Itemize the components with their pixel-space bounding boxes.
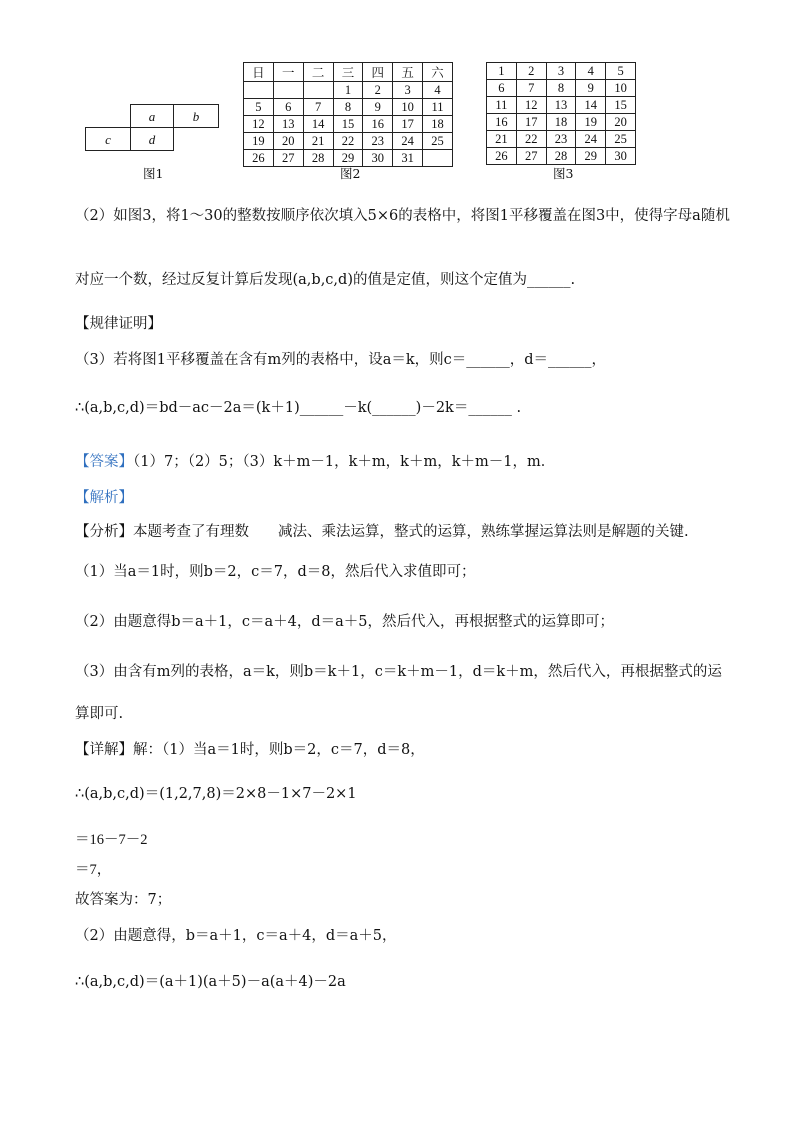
calendar-cell: 22 xyxy=(333,133,363,150)
question-2-line-2: 对应一个数，经过反复计算后发现(a,b,c,d)的值是定值，则这个定值为______. xyxy=(75,272,576,288)
answer-body: （1）7；（2）5；（3）k＋m－1，k＋m，k＋m，k＋m－1，m． xyxy=(133,454,556,470)
fig1-caption: 图1 xyxy=(143,166,164,181)
grid-cell: 30 xyxy=(606,148,636,165)
calendar-cell: 1 xyxy=(333,82,363,99)
calendar-cell: 27 xyxy=(273,150,303,167)
calendar-cell: 20 xyxy=(273,133,303,150)
calendar-cell: 31 xyxy=(393,150,423,167)
fig2-caption: 图2 xyxy=(340,166,361,181)
calendar-cell: 9 xyxy=(363,99,393,116)
detail-line-3: ＝16－7－2 xyxy=(75,832,148,848)
calendar-table xyxy=(243,62,453,167)
fig1-cell-c: c xyxy=(85,127,131,151)
calendar-header-cell: 六 xyxy=(423,63,453,82)
calendar-cell: 26 xyxy=(244,150,274,167)
analysis-step-2: （2）由题意得b＝a＋1，c＝a＋4，d＝a＋5，然后代入，再根据整式的运算即可； xyxy=(75,614,615,630)
grid-cell: 2 xyxy=(516,63,546,80)
grid-cell: 6 xyxy=(487,80,517,97)
calendar-cell: 24 xyxy=(393,133,423,150)
answer-line xyxy=(75,452,555,472)
calendar-cell xyxy=(244,82,274,99)
grid-cell: 5 xyxy=(606,63,636,80)
grid-cell: 3 xyxy=(546,63,576,80)
calendar-cell: 12 xyxy=(244,116,274,133)
proof-heading: 【规律证明】 xyxy=(75,316,162,332)
grid-row xyxy=(487,114,636,131)
calendar-row xyxy=(244,99,453,116)
calendar-cell: 5 xyxy=(244,99,274,116)
analysis-step-3-line-1: （3）由含有m列的表格，a＝k，则b＝k＋1，c＝k＋m－1，d＝k＋m，然后代入，再根据整式的运 xyxy=(75,664,722,680)
calendar-cell: 4 xyxy=(423,82,453,99)
calendar-cell: 29 xyxy=(333,150,363,167)
grid-cell: 8 xyxy=(546,80,576,97)
calendar-cell: 2 xyxy=(363,82,393,99)
grid-cell: 4 xyxy=(576,63,606,80)
question-3: （3）若将图1平移覆盖在含有m列的表格中，设a＝k，则c＝______，d＝______， xyxy=(75,352,607,368)
analysis-summary: 【分析】本题考查了有理数 减法、乘法运算，整式的运算，熟练掌握运算法则是解题的关键. xyxy=(75,524,689,540)
grid-cell: 17 xyxy=(516,114,546,131)
number-grid-table xyxy=(486,62,636,165)
detail-line-6: （2）由题意得，b＝a＋1，c＝a＋4，d＝a＋5， xyxy=(75,928,397,944)
grid-cell: 15 xyxy=(606,97,636,114)
grid-cell: 10 xyxy=(606,80,636,97)
calendar-cell: 13 xyxy=(273,116,303,133)
detail-line-7: ∴(a,b,c,d)＝(a＋1)(a＋5)－a(a＋4)－2a xyxy=(75,974,346,990)
question-2-line-1: （2）如图3，将1～30的整数按顺序依次填入5×6的表格中，将图1平移覆盖在图3中，使得字母a随机 xyxy=(75,208,730,224)
calendar-cell: 30 xyxy=(363,150,393,167)
calendar-cell: 3 xyxy=(393,82,423,99)
grid-cell: 26 xyxy=(487,148,517,165)
calendar-header-cell: 五 xyxy=(393,63,423,82)
grid-row xyxy=(487,80,636,97)
calendar-row xyxy=(244,116,453,133)
calendar-cell xyxy=(273,82,303,99)
detail-line-5: 故答案为：7； xyxy=(75,892,172,908)
grid-row xyxy=(487,148,636,165)
grid-row xyxy=(487,63,636,80)
grid-cell: 28 xyxy=(546,148,576,165)
calendar-cell xyxy=(423,150,453,167)
calendar-header-cell: 日 xyxy=(244,63,274,82)
calendar-row xyxy=(244,133,453,150)
calendar-cell: 10 xyxy=(393,99,423,116)
calendar-cell: 7 xyxy=(303,99,333,116)
grid-row xyxy=(487,97,636,114)
grid-cell: 25 xyxy=(606,131,636,148)
calendar-cell: 14 xyxy=(303,116,333,133)
grid-cell: 24 xyxy=(576,131,606,148)
calendar-header-cell: 三 xyxy=(333,63,363,82)
calendar-cell: 18 xyxy=(423,116,453,133)
calendar-cell: 17 xyxy=(393,116,423,133)
fig1-cell-d: d xyxy=(130,127,174,151)
calendar-cell: 6 xyxy=(273,99,303,116)
calendar-header-row xyxy=(244,63,453,82)
grid-cell: 7 xyxy=(516,80,546,97)
grid-cell: 16 xyxy=(487,114,517,131)
grid-cell: 9 xyxy=(576,80,606,97)
detail-line-4: ＝7， xyxy=(75,862,112,878)
grid-cell: 27 xyxy=(516,148,546,165)
calendar-cell: 19 xyxy=(244,133,274,150)
analysis-tag: 【解析】 xyxy=(75,490,133,506)
grid-cell: 1 xyxy=(487,63,517,80)
grid-cell: 29 xyxy=(576,148,606,165)
calendar-cell: 28 xyxy=(303,150,333,167)
grid-cell: 22 xyxy=(516,131,546,148)
calendar-cell: 25 xyxy=(423,133,453,150)
calendar-cell: 8 xyxy=(333,99,363,116)
answer-tag: 【答案】 xyxy=(75,454,133,470)
grid-cell: 14 xyxy=(576,97,606,114)
calendar-header-cell: 一 xyxy=(273,63,303,82)
calendar-cell: 11 xyxy=(423,99,453,116)
question-3-formula: ∴(a,b,c,d)＝bd－ac－2a＝(k＋1)______－k(______)－2k＝______ . xyxy=(75,400,522,416)
calendar-cell: 16 xyxy=(363,116,393,133)
grid-cell: 19 xyxy=(576,114,606,131)
fig1-cell-a: a xyxy=(130,104,174,128)
calendar-row xyxy=(244,82,453,99)
calendar-header-cell: 四 xyxy=(363,63,393,82)
grid-cell: 23 xyxy=(546,131,576,148)
fig1-cell-b: b xyxy=(173,104,219,128)
calendar-cell: 21 xyxy=(303,133,333,150)
analysis-step-3-line-2: 算即可. xyxy=(75,706,124,722)
analysis-step-1: （1）当a＝1时，则b＝2，c＝7，d＝8，然后代入求值即可； xyxy=(75,564,476,580)
detail-line-2: ∴(a,b,c,d)＝(1,2,7,8)＝2×8－1×7－2×1 xyxy=(75,786,357,802)
calendar-header-cell: 二 xyxy=(303,63,333,82)
grid-cell: 11 xyxy=(487,97,517,114)
grid-cell: 13 xyxy=(546,97,576,114)
fig3-caption: 图3 xyxy=(553,166,574,181)
grid-row xyxy=(487,131,636,148)
grid-cell: 18 xyxy=(546,114,576,131)
grid-cell: 20 xyxy=(606,114,636,131)
grid-cell: 21 xyxy=(487,131,517,148)
detail-line-1: 【详解】解：（1）当a＝1时，则b＝2，c＝7，d＝8， xyxy=(75,742,425,758)
grid-cell: 12 xyxy=(516,97,546,114)
calendar-cell xyxy=(303,82,333,99)
calendar-cell: 23 xyxy=(363,133,393,150)
calendar-cell: 15 xyxy=(333,116,363,133)
